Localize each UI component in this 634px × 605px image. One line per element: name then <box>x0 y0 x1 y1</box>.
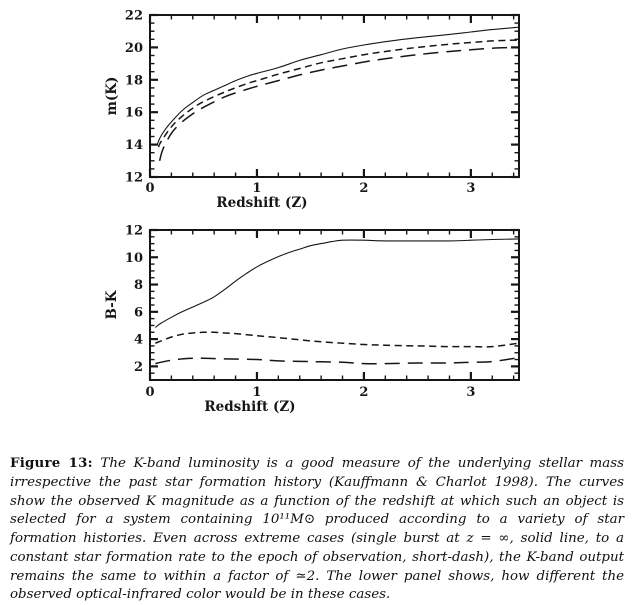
plot-frame <box>150 15 519 177</box>
y-tick-label: 8 <box>133 278 143 294</box>
curve-constant-sfr-short-dash <box>155 332 519 347</box>
y-tick-label: 10 <box>124 250 143 266</box>
y-tick-label: 16 <box>124 105 143 121</box>
y-tick-label: 20 <box>124 40 143 56</box>
curve-constant-sfr-short-dash <box>159 40 519 147</box>
x-tick-label: 3 <box>466 181 476 196</box>
x-tick-label: 1 <box>252 385 262 400</box>
y-axis-label: B-K <box>104 290 120 320</box>
bk-color-chart <box>0 215 634 445</box>
x-tick-label: 2 <box>359 181 369 196</box>
curve-single-burst-solid <box>157 27 519 144</box>
y-tick-label: 6 <box>133 305 143 321</box>
curve-long-dash <box>160 47 519 160</box>
x-tick-label: 1 <box>252 181 262 196</box>
curve-single-burst-solid <box>155 239 519 328</box>
figure-caption <box>10 454 624 605</box>
y-tick-label: 4 <box>133 332 143 348</box>
curve-long-dash <box>155 358 519 364</box>
x-axis-label: Redshift (Z) <box>216 195 308 211</box>
y-tick-label: 22 <box>124 8 143 24</box>
x-tick-label: 0 <box>145 181 155 196</box>
y-tick-label: 14 <box>124 138 143 154</box>
y-tick-label: 12 <box>124 170 143 186</box>
y-tick-label: 12 <box>124 223 143 239</box>
x-axis-label: Redshift (Z) <box>204 399 296 415</box>
y-tick-label: 2 <box>133 359 143 375</box>
x-tick-label: 0 <box>145 385 155 400</box>
y-axis-label: m(K) <box>104 76 120 116</box>
x-tick-label: 2 <box>359 385 369 400</box>
figure-caption-text: The K-band luminosity is a good measure of the underlying stellar mass irrespective the past star formation history (Kauffmann & Charlot 1998). The curves show the observed K magnitude as a function of the redshift at which such an object is selected for a system containing 10¹¹M⊙ produced according to a variety of star formation histories. Even across extreme cases (single burst at z = ∞, solid line, to a constant star formation rate to the epoch of observation, short-dash), the K-band output remains the same to within a factor of ≃2. The lower panel shows, how different the observed optical-infrared color would be in these cases. <box>10 456 624 603</box>
kband-magnitude-chart <box>0 0 634 215</box>
x-tick-label: 3 <box>466 385 476 400</box>
y-tick-label: 18 <box>124 73 143 89</box>
figure-caption-label: Figure 13: <box>10 455 93 471</box>
